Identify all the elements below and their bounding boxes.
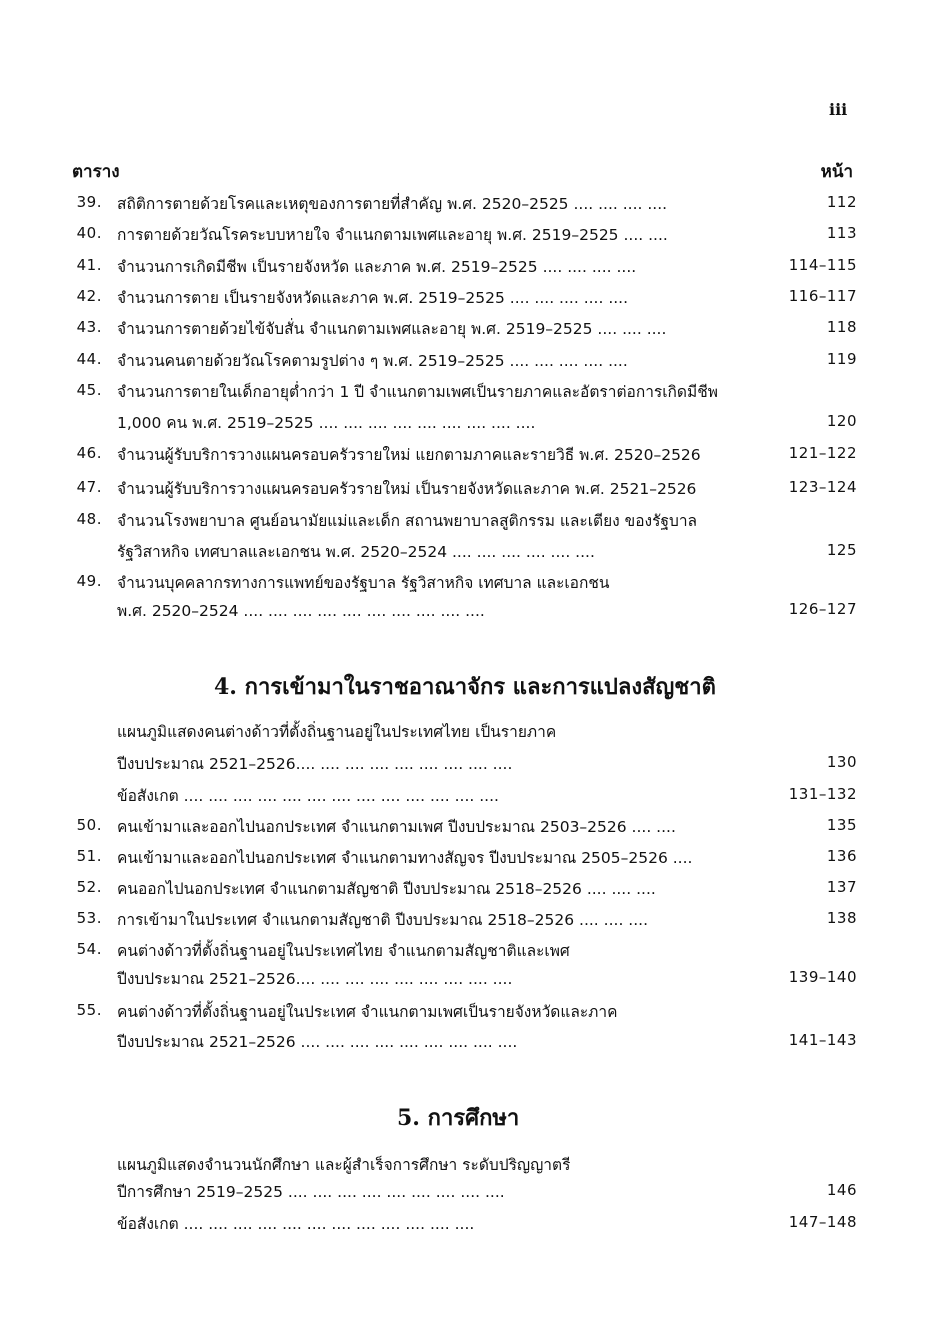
toc-entry-43 xyxy=(0,314,941,342)
notes-label: ข้อสังเกต .... .... .... .... .... .... .... .... .... .... .... .... .... xyxy=(117,787,499,805)
entry-page: 135 xyxy=(826,816,857,834)
entry-title: จำนวนผู้รับบริการวางแผนครอบครัวรายใหม่ เป็นรายจังหวัดและภาค พ.ศ. 2521–2526 xyxy=(117,480,697,498)
entry-number: 55. xyxy=(76,1001,102,1019)
entry-title: จำนวนโรงพยาบาล ศูนย์อนามัยแม่และเด็ก สถานพยาบาลสูติกรรม และเตียง ของรัฐบาล xyxy=(117,512,698,530)
entry-title-cont: ปีงบประมาณ 2521–2526 .... .... .... .... .... .... .... .... .... xyxy=(117,1033,518,1051)
entry-title: สถิติการตายด้วยโรคและเหตุของการตายที่สำคัญ พ.ศ. 2520–2525 .... .... .... .... xyxy=(117,195,668,213)
entry-title: จำนวนการตายในเด็กอายุต่ำกว่า 1 ปี จำแนกตามเพศเป็นรายภาคและอัตราต่อการเกิดมีชีพ xyxy=(117,383,718,401)
toc-entry-39 xyxy=(0,189,941,217)
entry-title-cont: ปีงบประมาณ 2521–2526.... .... .... .... .... .... .... .... .... xyxy=(117,755,513,773)
entry-title: การตายด้วยวัณโรคระบบหายใจ จำแนกตามเพศและอายุ พ.ศ. 2519–2525 .... .... xyxy=(117,226,668,244)
entry-number: 44. xyxy=(76,350,102,368)
toc-entry-53 xyxy=(0,905,941,933)
entry-number: 48. xyxy=(76,510,102,528)
section4-map-entry xyxy=(0,717,941,745)
entry-number: 52. xyxy=(76,878,102,896)
section5-notes xyxy=(0,1209,941,1237)
entry-page: 136 xyxy=(826,847,857,865)
toc-entry-48-cont xyxy=(0,537,941,565)
toc-entry-42 xyxy=(0,283,941,311)
entry-page: 114–115 xyxy=(788,256,857,274)
entry-number: 39. xyxy=(76,193,102,211)
entry-title: จำนวนการตาย เป็นรายจังหวัดและภาค พ.ศ. 2519–2525 .... .... .... .... .... xyxy=(117,289,629,307)
entry-page: 130 xyxy=(826,753,857,771)
section-5-title: 5. การศึกษา xyxy=(397,1105,520,1131)
entry-title: จำนวนคนตายด้วยวัณโรคตามรูปต่าง ๆ พ.ศ. 2519–2525 .... .... .... .... .... xyxy=(117,352,628,370)
entry-page: 119 xyxy=(826,350,857,368)
section-4-title: 4. การเข้ามาในราชอาณาจักร และการแปลงสัญชาติ xyxy=(214,674,716,700)
entry-title-cont: ปีการศึกษา 2519–2525 .... .... .... .... .... .... .... .... .... xyxy=(117,1183,505,1201)
entry-number: 54. xyxy=(76,940,102,958)
entry-page: 116–117 xyxy=(788,287,857,305)
entry-title: คนต่างด้าวที่ตั้งถิ่นฐานอยู่ในประเทศ จำแนกตามเพศเป็นรายจังหวัดและภาค xyxy=(117,1003,618,1021)
entry-number: 43. xyxy=(76,318,102,336)
entry-page: 146 xyxy=(826,1181,857,1199)
entry-title: จำนวนบุคคลากรทางการแพทย์ของรัฐบาล รัฐวิสาหกิจ เทศบาล และเอกชน xyxy=(117,574,610,592)
entry-number: 46. xyxy=(76,444,102,462)
toc-entry-48 xyxy=(0,506,941,534)
entry-page: 123–124 xyxy=(788,478,857,496)
section5-map-entry xyxy=(0,1150,941,1178)
entry-title: จำนวนการตายด้วยไข้จับสั่น จำแนกตามเพศและอายุ พ.ศ. 2519–2525 .... .... .... xyxy=(117,320,667,338)
toc-entry-54-cont xyxy=(0,964,941,992)
entry-title: จำนวนการเกิดมีชีพ เป็นรายจังหวัด และภาค พ.ศ. 2519–2525 .... .... .... .... xyxy=(117,258,637,276)
header-table-label: ตาราง xyxy=(72,162,120,182)
entry-number: 42. xyxy=(76,287,102,305)
toc-entry-55 xyxy=(0,997,941,1025)
section5-map-entry-cont xyxy=(0,1177,941,1205)
notes-label: ข้อสังเกต .... .... .... .... .... .... .... .... .... .... .... .... xyxy=(117,1215,475,1233)
entry-number: 50. xyxy=(76,816,102,834)
entry-number: 41. xyxy=(76,256,102,274)
entry-page: 120 xyxy=(826,412,857,430)
entry-page: 113 xyxy=(826,224,857,242)
entry-page: 137 xyxy=(826,878,857,896)
toc-entry-40 xyxy=(0,220,941,248)
entry-number: 53. xyxy=(76,909,102,927)
entry-page: 112 xyxy=(826,193,857,211)
page-number: iii xyxy=(829,100,848,119)
toc-entry-45-cont xyxy=(0,408,941,436)
entry-title-cont: รัฐวิสาหกิจ เทศบาลและเอกชน พ.ศ. 2520–2524 .... .... .... .... .... .... xyxy=(117,543,595,561)
entry-title: คนต่างด้าวที่ตั้งถิ่นฐานอยู่ในประเทศไทย จำแนกตามสัญชาติและเพศ xyxy=(117,942,570,960)
toc-entry-54 xyxy=(0,936,941,964)
entry-title: การเข้ามาในประเทศ จำแนกตามสัญชาติ ปีงบประมาณ 2518–2526 .... .... .... xyxy=(117,911,649,929)
toc-entry-49-cont xyxy=(0,596,941,624)
entry-number: 40. xyxy=(76,224,102,242)
entry-number: 45. xyxy=(76,381,102,399)
entry-title: จำนวนผู้รับบริการวางแผนครอบครัวรายใหม่ แยกตามภาคและรายวิธี พ.ศ. 2520–2526 xyxy=(117,446,701,464)
entry-page: 131–132 xyxy=(788,785,857,803)
entry-title-cont: พ.ศ. 2520–2524 .... .... .... .... .... .... .... .... .... .... xyxy=(117,602,485,620)
header-page-label: หน้า xyxy=(820,162,853,182)
entry-page: 138 xyxy=(826,909,857,927)
toc-entry-49 xyxy=(0,568,941,596)
entry-title-cont: 1,000 คน พ.ศ. 2519–2525 .... .... .... .... .... .... .... .... .... xyxy=(117,414,536,432)
toc-entry-45 xyxy=(0,377,941,405)
entry-title-cont: ปีงบประมาณ 2521–2526.... .... .... .... .... .... .... .... .... xyxy=(117,970,513,988)
entry-title: คนเข้ามาและออกไปนอกประเทศ จำแนกตามทางสัญจร ปีงบประมาณ 2505–2526 .... xyxy=(117,849,693,867)
toc-entry-52 xyxy=(0,874,941,902)
toc-entry-47 xyxy=(0,474,941,502)
entry-page: 121–122 xyxy=(788,444,857,462)
entry-number: 49. xyxy=(76,572,102,590)
entry-title: แผนภูมิแสดงจำนวนนักศึกษา และผู้สำเร็จการศึกษา ระดับปริญญาตรี xyxy=(117,1156,571,1174)
toc-entry-44 xyxy=(0,346,941,374)
entry-page: 141–143 xyxy=(788,1031,857,1049)
section4-notes xyxy=(0,781,941,809)
toc-entry-46 xyxy=(0,440,941,468)
toc-entry-50 xyxy=(0,812,941,840)
entry-title: คนออกไปนอกประเทศ จำแนกตามสัญชาติ ปีงบประมาณ 2518–2526 .... .... .... xyxy=(117,880,656,898)
toc-entry-41 xyxy=(0,252,941,280)
entry-title: แผนภูมิแสดงคนต่างด้าวที่ตั้งถิ่นฐานอยู่ในประเทศไทย เป็นรายภาค xyxy=(117,723,557,741)
entry-number: 47. xyxy=(76,478,102,496)
entry-title: คนเข้ามาและออกไปนอกประเทศ จำแนกตามเพศ ปีงบประมาณ 2503–2526 .... .... xyxy=(117,818,676,836)
toc-entry-55-cont xyxy=(0,1027,941,1055)
entry-number: 51. xyxy=(76,847,102,865)
entry-page: 125 xyxy=(826,541,857,559)
entry-page: 139–140 xyxy=(788,968,857,986)
entry-page: 118 xyxy=(826,318,857,336)
toc-entry-51 xyxy=(0,843,941,871)
entry-page: 126–127 xyxy=(788,600,857,618)
entry-page: 147–148 xyxy=(788,1213,857,1231)
section4-map-entry-cont xyxy=(0,749,941,777)
